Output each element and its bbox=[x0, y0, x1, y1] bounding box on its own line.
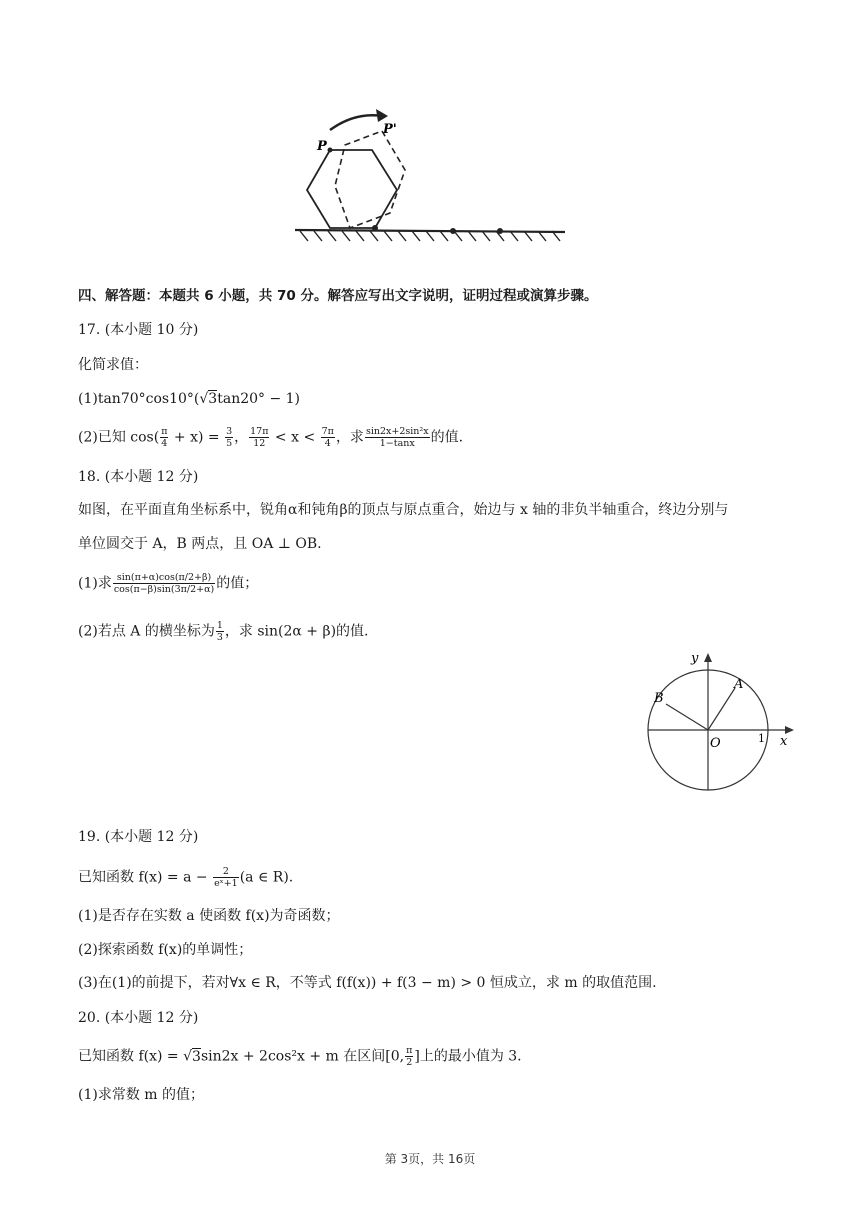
x-axis-label: x bbox=[780, 734, 788, 749]
sqrt-sign: √ bbox=[199, 391, 209, 407]
fraction-expression: $\frac{\text{sin2x+2sin²x}}{1-\tan x}$ bbox=[365, 426, 429, 449]
fraction-17pi-12: $\frac{17\pi}{12}$ bbox=[250, 426, 269, 449]
origin-label: O bbox=[710, 736, 721, 751]
q17-part2-c: ， bbox=[234, 429, 249, 446]
q18-text1: 如图，在平面直角坐标系中，锐角α和钝角β的顶点与原点重合，始边与 x 轴的非负半轴重合，终边分别与 bbox=[78, 502, 729, 518]
q18-part1-a: (1)求 bbox=[78, 575, 112, 592]
fraction-pi-2: $\frac{\pi}{2}$ bbox=[406, 1045, 413, 1068]
fraction-pi-4: $\frac{\pi}{4}$ bbox=[161, 426, 168, 449]
q17-part2-d: < x < bbox=[270, 429, 320, 446]
q19-def-a: 已知函数 f(x) = a − bbox=[78, 869, 213, 886]
q19-part3: (3)在(1)的前提下，若对∀x ∈ R，不等式 f(f(x)) + f(3 − m) > 0 恒成立，求 m 的取值范围. bbox=[78, 975, 657, 991]
page-footer: 第 3页，共 16页 bbox=[384, 1152, 476, 1166]
fraction-7pi-4: $\frac{7\pi}{4}$ bbox=[321, 426, 334, 449]
q18-part2-b: ，求 sin(2α + β)的值. bbox=[224, 623, 369, 640]
q17-part2 bbox=[78, 426, 463, 449]
q17-part2-e: ，求 bbox=[335, 429, 364, 446]
q20-def-d: sin2x + 2cos²x + m 在区间[0, bbox=[200, 1048, 405, 1065]
q20-def-e: ]上的最小值为 3. bbox=[414, 1048, 522, 1065]
q19-def-b: (a ∈ R). bbox=[239, 869, 294, 886]
q17-intro: 化简求值： bbox=[78, 357, 148, 373]
q20-part1: (1)求常数 m 的值； bbox=[78, 1087, 205, 1103]
unit-one-label: 1 bbox=[758, 732, 765, 745]
fraction-3-5: $\frac{3}{5}$ bbox=[226, 426, 233, 449]
fraction-2-over-ex1: $\frac{2}{\text{eˣ+1}}$ bbox=[214, 866, 238, 889]
q19-title: 19. (本小题 12 分) bbox=[78, 829, 199, 845]
y-axis-label: y bbox=[691, 651, 699, 666]
sqrt-radicand: 3 bbox=[192, 1048, 201, 1065]
point-a-label: A bbox=[734, 677, 744, 692]
q19-part1: (1)是否存在实数 a 使函数 f(x)为奇函数； bbox=[78, 908, 340, 924]
trig-fraction: $\frac{\sin(\pi+\alpha)\cos(\pi/2+\beta)}{\cos(\pi-\beta)\sin(3\pi/2+\alpha)}$ bbox=[113, 572, 215, 595]
q17-part2-f: 的值. bbox=[430, 429, 464, 446]
q18-text2: 单位圆交于 A，B 两点，且 OA ⊥ OB. bbox=[78, 536, 322, 552]
q17-part1-d: tan20° − 1) bbox=[217, 391, 301, 407]
q20-title: 20. (本小题 12 分) bbox=[78, 1010, 199, 1026]
sqrt-sign: √ bbox=[183, 1048, 193, 1065]
q19-definition bbox=[78, 866, 293, 889]
point-p-label: P bbox=[317, 139, 327, 154]
q19-part2: (2)探索函数 f(x)的单调性； bbox=[78, 942, 253, 958]
fraction-1-3: $\frac{1}{3}$ bbox=[216, 620, 223, 643]
sqrt-radicand: 3 bbox=[208, 391, 218, 407]
rolling-hexagon-figure bbox=[290, 100, 580, 250]
q18-part2 bbox=[78, 620, 368, 643]
q17-title: 17. (本小题 10 分) bbox=[78, 322, 199, 338]
q18-part2-a: (2)若点 A 的横坐标为 bbox=[78, 623, 215, 640]
point-p-prime-label: P' bbox=[383, 122, 397, 137]
q20-def-a: 已知函数 f(x) = bbox=[78, 1048, 184, 1065]
q17-part1-a: (1)tan70°cos10°( bbox=[78, 391, 200, 407]
q20-definition bbox=[78, 1045, 522, 1068]
q18-title: 18. (本小题 12 分) bbox=[78, 469, 199, 485]
section-header: 四、解答题：本题共 6 小题，共 70 分。解答应写出文字说明，证明过程或演算步骤。 bbox=[78, 288, 598, 304]
q17-part1 bbox=[78, 390, 300, 408]
q17-part2-a: (2)已知 cos( bbox=[78, 429, 160, 446]
q17-part2-b: + x) = bbox=[169, 429, 225, 446]
unit-circle-figure bbox=[640, 647, 810, 797]
q18-part1-b: 的值； bbox=[216, 575, 259, 592]
point-b-label: B bbox=[654, 691, 664, 706]
q18-part1 bbox=[78, 572, 258, 595]
